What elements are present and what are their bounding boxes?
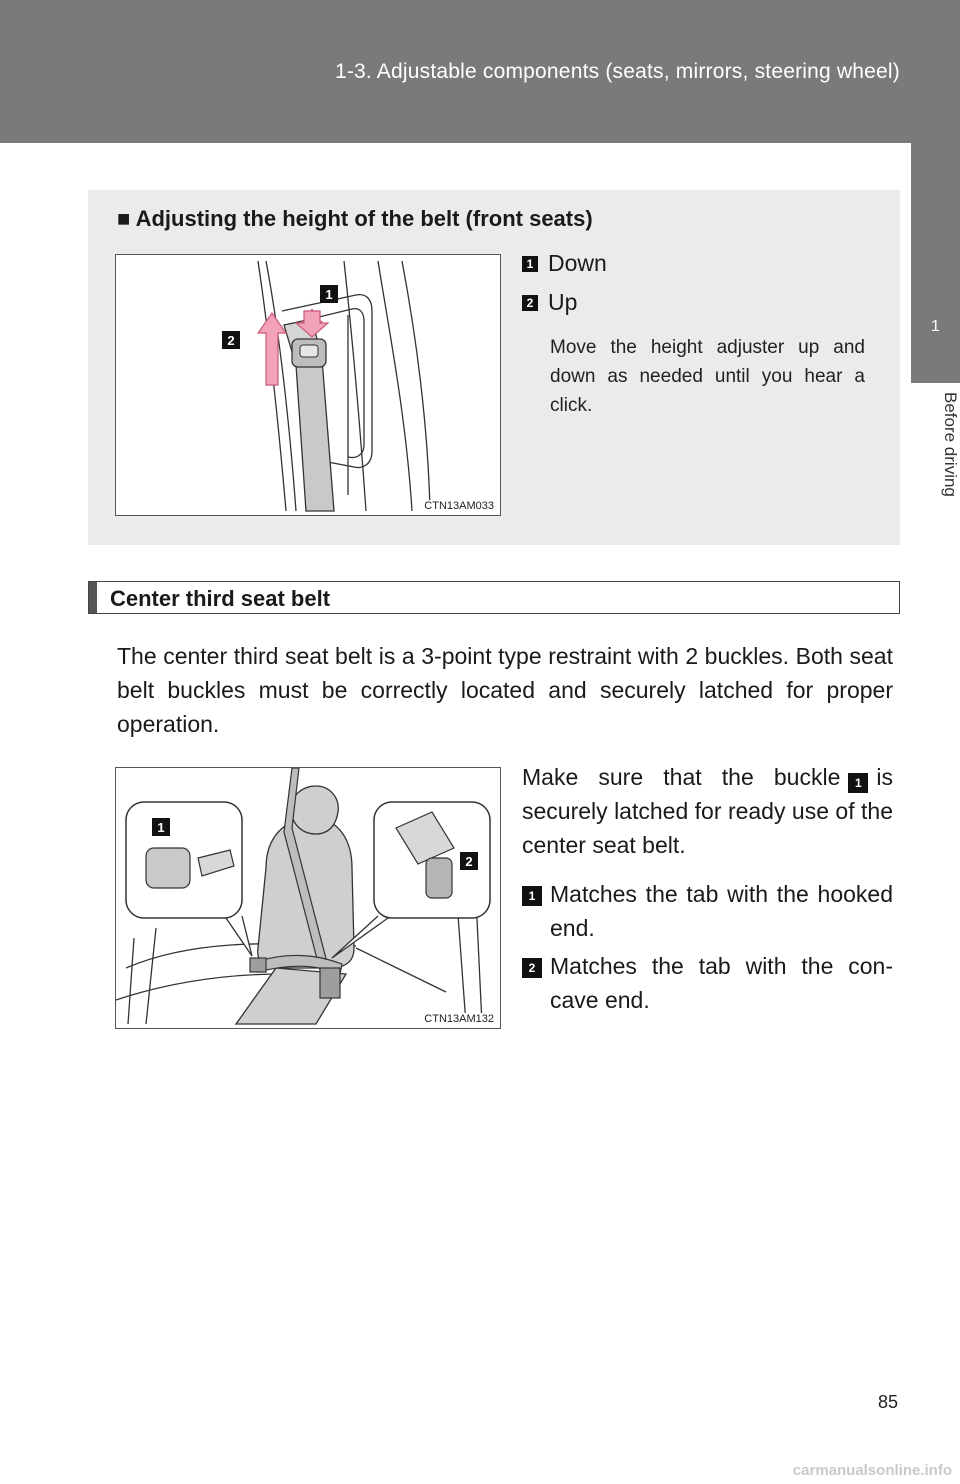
chapter-tab — [911, 143, 960, 383]
list-item — [522, 949, 893, 1017]
number-badge: 2 — [522, 295, 538, 311]
step-down — [522, 250, 607, 277]
number-badge: 1 — [848, 773, 868, 793]
step-label: Up — [548, 289, 578, 315]
section-title: Center third seat belt — [110, 586, 331, 611]
number-badge: 1 — [522, 886, 542, 906]
watermark: carmanualsonline.info — [792, 1462, 952, 1479]
list-item-text: Matches the tab with the con-cave end. — [550, 953, 893, 1013]
step-up — [522, 289, 577, 316]
callout-2: 2 — [465, 854, 473, 869]
center-belt-illustration — [115, 767, 501, 1029]
list-item — [522, 877, 893, 945]
number-badge: 2 — [522, 958, 542, 978]
section-heading-bar — [89, 582, 97, 613]
page-header — [0, 0, 960, 143]
adjuster-note: Move the height adjuster up and down as needed until you hear a click. — [550, 337, 865, 416]
center-belt-drawing — [116, 768, 500, 1028]
callout-2: 2 — [227, 333, 235, 348]
figure-code: CTN13AM033 — [424, 500, 494, 512]
section-paragraph: The center third seat belt is a 3-point type restraint with 2 buckles. Both seat belt buckles must be correctly located and securely latched for proper operation. — [117, 643, 893, 737]
panel-title: ■ Adjusting the height of the belt (front seats) — [117, 206, 593, 231]
callout-1: 1 — [325, 287, 333, 302]
chapter-number: 1 — [931, 318, 940, 335]
chapter-label: Before driving — [941, 392, 960, 497]
callout-1: 1 — [157, 820, 165, 835]
buckle-instruction: Make sure that the buckle 1 is securely latched for ready use of the center seat belt. — [522, 764, 893, 858]
belt-adjuster-illustration — [115, 254, 501, 516]
chapter-section-title: 1-3. Adjustable components (seats, mirrors, steering wheel) — [334, 60, 900, 83]
figure-code: CTN13AM132 — [424, 1013, 494, 1025]
step-label: Down — [548, 250, 607, 276]
section-heading — [88, 581, 900, 614]
number-badge: 1 — [522, 256, 538, 272]
list-item-text: Matches the tab with the hooked end. — [550, 881, 893, 941]
belt-adjuster-drawing — [116, 255, 500, 515]
page-number: 85 — [877, 1392, 898, 1412]
